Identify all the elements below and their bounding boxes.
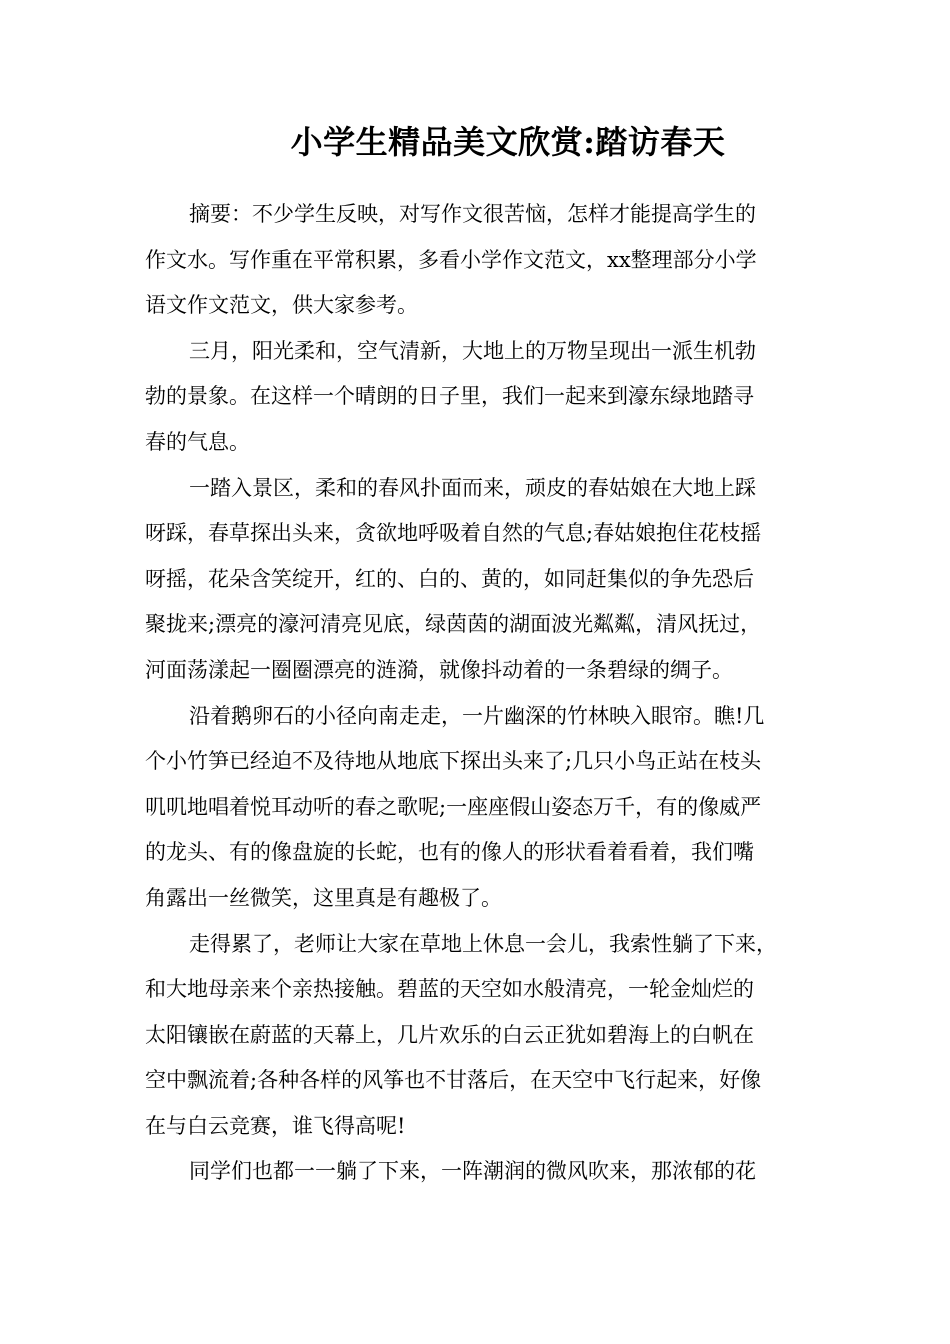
text-line: 三月，阳光柔和，空气清新，大地上的万物呈现出一派生机勃 [189,338,756,363]
text-line: 叽叽地唱着悦耳动听的春之歌呢;一座座假山姿态万千，有的像威严 [145,794,762,819]
text-line: 呀摇，花朵含笑绽开，红的、白的、黄的，如同赶集似的争先恐后 [145,566,754,591]
paragraph [145,329,810,466]
text-line: 作文水。写作重在平常积累，多看小学作文范文，xx整理部分小学 [145,247,757,272]
paragraph-summary [145,192,810,329]
text-line: 和大地母亲来个亲热接触。碧蓝的天空如水般清亮，一轮金灿烂的 [145,977,754,1002]
text-line: 在与白云竞赛，谁飞得高呢! [145,1113,406,1138]
document-title: 小学生精品美文欣赏:踏访春天 [290,123,726,161]
text-line: 一踏入景区，柔和的春风扑面而来，顽皮的春姑娘在大地上踩 [189,475,756,500]
text-line: 太阳镶嵌在蔚蓝的天幕上，几片欢乐的白云正犹如碧海上的白帆在 [145,1022,754,1047]
text-line: 个小竹笋已经迫不及待地从地底下探出头来了;几只小鸟正站在枝头 [145,749,762,774]
text-line: 呀踩，春草探出头来，贪欲地呼吸着自然的气息;春姑娘抱住花枝摇 [145,521,762,546]
text-line: 的龙头、有的像盘旋的长蛇，也有的像人的形状看着看着，我们嘴 [145,840,754,865]
text-line: 空中飘流着;各种各样的风筝也不甘落后，在天空中飞行起来，好像 [145,1068,762,1093]
text-line: 语文作文范文，供大家参考。 [145,293,418,318]
text-line: 角露出一丝微笑，这里真是有趣极了。 [145,885,502,910]
text-line: 走得累了，老师让大家在草地上休息一会儿，我索性躺了下来， [189,931,777,956]
paragraph [145,694,810,922]
paragraph [145,922,810,1150]
text-line: 沿着鹅卵石的小径向南走走，一片幽深的竹林映入眼帘。瞧!几 [189,703,765,728]
text-line: 河面荡漾起一圈圈漂亮的涟漪，就像抖动着的一条碧绿的绸子。 [145,657,733,682]
text-line: 聚拢来;漂亮的濠河清亮见底，绿茵茵的湖面波光粼粼，清风抚过， [145,612,762,637]
text-line: 勃的景象。在这样一个晴朗的日子里，我们一起来到濠东绿地踏寻 [145,384,754,409]
text-line: 春的气息。 [145,429,250,454]
paragraph [145,1149,810,1195]
document-body [145,192,810,1195]
paragraph [145,466,810,694]
text-line: 摘要：不少学生反映，对写作文很苦恼，怎样才能提高学生的 [189,202,756,226]
text-line: 同学们也都一一躺了下来，一阵潮润的微风吹来，那浓郁的花 [189,1159,756,1184]
